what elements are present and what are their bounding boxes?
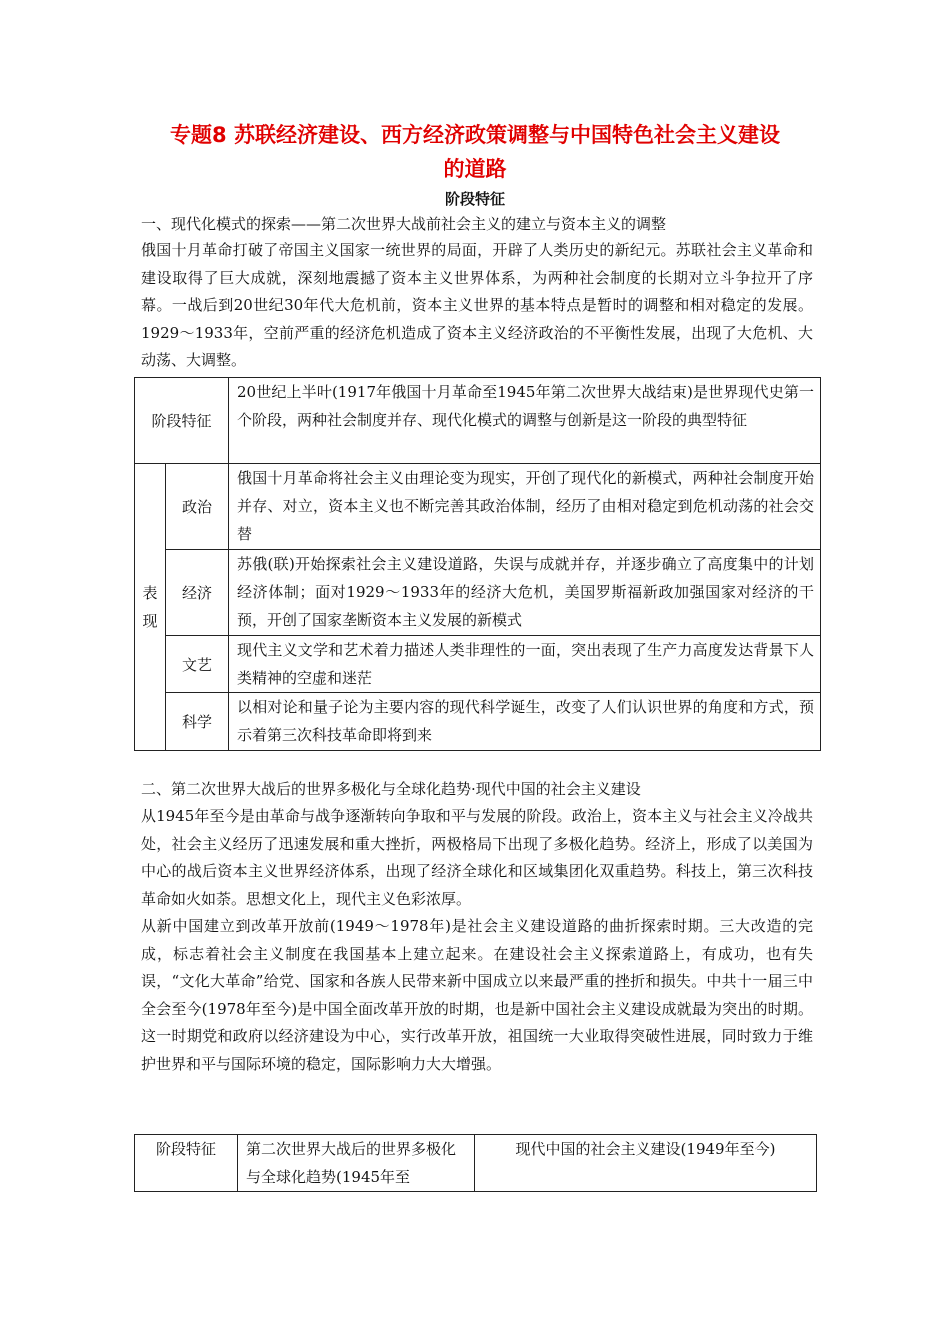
stage-table-1: [134, 377, 821, 751]
row-label-cell: 经济: [166, 550, 229, 636]
section-1-heading: 一、现代化模式的探索——第二次世界大战前社会主义的建立与资本主义的调整: [141, 215, 667, 233]
page-title: [140, 118, 810, 186]
row-label-cell: 科学: [166, 693, 229, 751]
table-row: [135, 1135, 817, 1192]
row-text-cell: 俄国十月革命将社会主义由理论变为现实，开创了现代化的新模式，两种社会制度开始并存、对立，资本主义也不断完善其政治体制，经历了由相对稳定到危机动荡的社会交替: [229, 464, 821, 550]
table-row: [135, 693, 821, 751]
stage-label-cell: 阶段特征: [135, 378, 229, 464]
stage-features-heading: 阶段特征: [444, 190, 505, 208]
section-2-paragraph-1: 从1945年至今是由革命与战争逐渐转向争取和平与发展的阶段。政治上，资本主义与社会主义冷战共处，社会主义经历了迅速发展和重大挫折，两极格局下出现了多极化趋势。经济上，形成了以美国为中心的战后资本主义世界经济体系，出现了经济全球化和区域集团化双重趋势。科技上，第三次科技革命如火如荼。思想文化上，现代主义色彩浓厚。: [141, 807, 813, 908]
row-text-cell: 苏俄(联)开始探索社会主义建设道路，失误与成就并存，并逐步确立了高度集中的计划经济体制；面对1929～1933年的经济大危机，美国罗斯福新政加强国家对经济的干预，开创了国家垄断资本主义发展的新模式: [229, 550, 821, 636]
table-row: [135, 378, 821, 464]
group-label-cell: [135, 464, 166, 751]
row-label-cell: 文艺: [166, 636, 229, 693]
stage-text-cell: 20世纪上半叶(1917年俄国十月革命至1945年第二次世界大战结束)是世界现代史第一个阶段，两种社会制度并存、现代化模式的调整与创新是这一阶段的典型特征: [229, 378, 821, 464]
row-label-cell: 政治: [166, 464, 229, 550]
row-text-cell: 现代主义文学和艺术着力描述人类非理性的一面，突出表现了生产力高度发达背景下人类精神的空虚和迷茫: [229, 636, 821, 693]
row-text-cell: 以相对论和量子论为主要内容的现代科学诞生，改变了人们认识世界的角度和方式，预示着第三次科技革命即将到来: [229, 693, 821, 751]
table-row: [135, 636, 821, 693]
section-2-heading: 二、第二次世界大战后的世界多极化与全球化趋势·现代中国的社会主义建设: [141, 780, 641, 798]
china-construction-cell: 现代中国的社会主义建设(1949年至今): [475, 1135, 817, 1192]
postwar-trends-cell: 第二次世界大战后的世界多极化与全球化趋势(1945年至: [238, 1135, 475, 1192]
title-line-1: 专题8 苏联经济建设、西方经济政策调整与中国特色社会主义建设: [170, 123, 780, 147]
group-label: 表现: [142, 584, 158, 630]
section-1-paragraph: 俄国十月革命打破了帝国主义国家一统世界的局面，开辟了人类历史的新纪元。苏联社会主义革命和建设取得了巨大成就，深刻地震撼了资本主义世界体系，为两种社会制度的长期对立斗争拉开了序幕。一战后到20世纪30年代大危机前，资本主义世界的基本特点是暂时的调整和相对稳定的发展。1929～1933年，空前严重的经济危机造成了资本主义经济政治的不平衡性发展，出现了大危机、大动荡、大调整。: [141, 241, 813, 370]
stage-table-2: [134, 1134, 817, 1192]
title-line-2: 的道路: [443, 157, 507, 181]
table-row: [135, 464, 821, 550]
section-2-paragraph-2: 从新中国建立到改革开放前(1949～1978年)是社会主义建设道路的曲折探索时期。三大改造的完成，标志着社会主义制度在我国基本上建立起来。在建设社会主义探索道路上，有成功，也有失误，“文化大革命”给党、国家和各族人民带来新中国成立以来最严重的挫折和损失。中共十一届三中全会至今(1978年至今)是中国全面改革开放的时期，也是新中国社会主义建设成就最为突出的时期。这一时期党和政府以经济建设为中心，实行改革开放，祖国统一大业取得突破性进展，同时致力于维护世界和平与国际环境的稳定，国际影响力大大增强。: [141, 917, 813, 1073]
stage-label-cell: 阶段特征: [135, 1135, 238, 1192]
table-row: [135, 550, 821, 636]
